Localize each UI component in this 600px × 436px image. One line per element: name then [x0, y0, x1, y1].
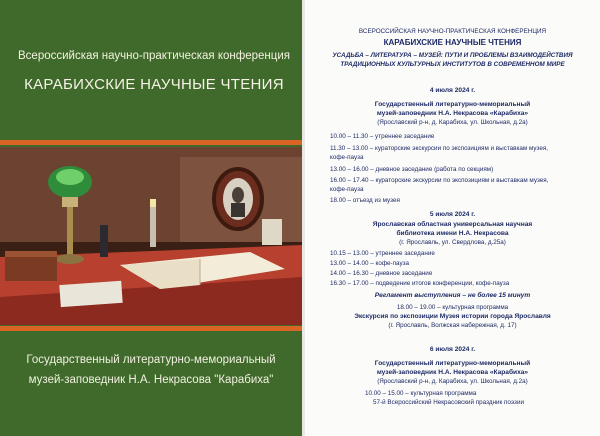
cover-conference-label: Всероссийская научно-практическая конференция [18, 50, 290, 62]
cover-photo [0, 147, 302, 325]
museum-desk-illustration [0, 147, 302, 325]
day1-date: 4 июля 2024 г. [429, 87, 476, 94]
program-title: КАРАБИХСКИЕ НАУЧНЫЕ ЧТЕНИЯ [383, 38, 522, 47]
day2-evening-address: (г. Ярославль, Волжская набережная, д. 17) [388, 322, 517, 329]
day2-evening-time: 18.00 – 19.00 – культурная программа [396, 304, 509, 311]
speech-rules: Регламент выступления – не более 15 минут [374, 292, 531, 299]
day1-item: 10.00 – 11.30 – утреннее заседание [330, 133, 435, 140]
day2-date: 5 июля 2024 г. [429, 211, 476, 218]
program-conference-label: ВСЕРОССИЙСКАЯ НАУЧНО-ПРАКТИЧЕСКАЯ КОНФЕРЕНЦИЯ [358, 28, 547, 35]
day3-venue-line-1: Государственный литературно-мемориальный [374, 360, 531, 367]
day3-venue-line-2: музей-заповедник Н.А. Некрасова «Карабиха» [376, 369, 529, 376]
cover-title: КАРАБИХСКИЕ НАУЧНЫЕ ЧТЕНИЯ [24, 76, 284, 93]
cover-museum-name [0, 350, 302, 390]
day1-venue-line-1: Государственный литературно-мемориальный [374, 101, 531, 108]
day2-item: 10.15 – 13.00 – утреннее заседание [330, 250, 435, 257]
day2-item: 14.00 – 16.30 – дневное заседание [330, 270, 433, 277]
cover-museum-line-1: Государственный литературно-мемориальный [26, 354, 276, 366]
cover-top-stripe [0, 140, 302, 145]
day1-item: 16.00 – 17.40 – кураторские экскурсии по экспозициям и выставкам музея, [330, 177, 549, 184]
day2-item: 16.30 – 17.00 – подведение итогов конференции, кофе-пауза [330, 280, 510, 287]
day3-item: 10.00 – 15.00 – культурная программа [365, 390, 477, 397]
day2-venue-line-2: библиотека имени Н.А. Некрасова [396, 230, 509, 237]
day1-item: 13.00 – 16.00 – дневное заседание (работа по секциям) [330, 166, 494, 173]
program-theme-line-2: ТРАДИЦИОННЫХ КУЛЬТУРНЫХ ИНСТИТУТОВ В СОВРЕМЕННОМ МИРЕ [340, 61, 565, 68]
day2-item: 13.00 – 14.00 – кофе-пауза [330, 260, 410, 267]
day1-item: кофе-пауза [330, 186, 364, 193]
day1-venue-line-2: музей-заповедник Н.А. Некрасова «Карабиха» [376, 110, 529, 117]
program-panel [305, 0, 600, 436]
day1-item: 11.30 – 13.00 – кураторские экскурсии по экспозициям и выставкам музея, [330, 145, 548, 152]
cover-museum-line-2: музей-заповедник Н.А. Некрасова "Карабиха" [28, 374, 274, 386]
day3-item: 57-й Всероссийский Некрасовский праздник поэзии [373, 399, 524, 406]
day2-venue-line-1: Ярославская областная универсальная научная [372, 221, 533, 228]
day2-evening-tour: Экскурсия по экспозиции Музея истории города Ярославля [354, 313, 551, 320]
day2-address: (г. Ярославль, ул. Свердлова, д.25а) [399, 239, 506, 246]
day1-item: кофе-пауза [330, 154, 364, 161]
day3-address: (Ярославский р-н, д. Карабиха, ул. Школьная, д.2а) [377, 378, 528, 385]
day3-date: 6 июля 2024 г. [429, 346, 476, 353]
day1-address: (Ярославский р-н, д. Карабиха, ул. Школьная, д.2а) [377, 119, 528, 126]
cover-bottom-stripe [0, 326, 302, 331]
program-theme-line-1: УСАДЬБА – ЛИТЕРАТУРА – МУЗЕЙ: ПУТИ И ПРОБЛЕМЫ ВЗАИМОДЕЙСТВИЯ [332, 52, 573, 59]
day1-item: 18.00 – отъезд из музея [330, 197, 400, 204]
